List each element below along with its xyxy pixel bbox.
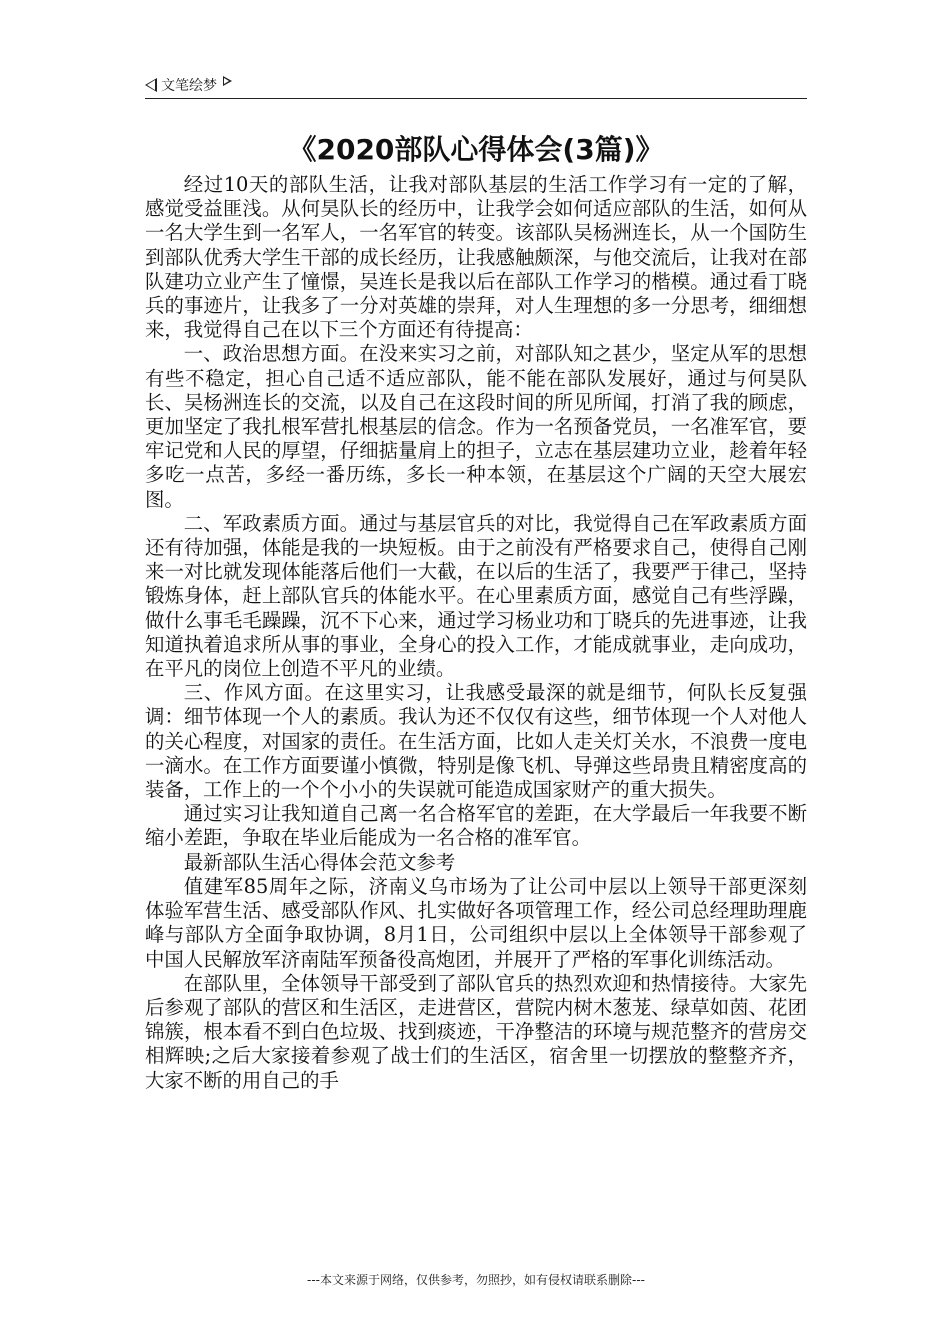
paragraph: 通过实习让我知道自己离一名合格军官的差距，在大学最后一年我要不断缩小差距，争取在毕业后能成为一名合格的准军官。 bbox=[145, 802, 807, 850]
triangle-right-icon bbox=[223, 76, 232, 86]
page-footer: ---本文来源于网络，仅供参考，勿照抄，如有侵权请联系删除--- bbox=[307, 1273, 645, 1287]
document-title: 《2020部队心得体会(3篇)》 bbox=[288, 133, 664, 166]
paragraph: 一、政治思想方面。在没来实习之前，对部队知之甚少，坚定从军的思想有些不稳定，担心自己适不适应部队，能不能在部队发展好，通过与何昊队长、吴杨洲连长的交流，以及自己在这段时间的所见所闻，打消了我的顾虑，更加坚定了我扎根军营扎根基层的信念。作为一名预备党员，一名准军官，要牢记党和人民的厚望，仔细掂量肩上的担子，立志在基层建功立业，趁着年轻多吃一点苦，多经一番历练，多长一种本领，在基层这个广阔的天空大展宏图。 bbox=[145, 342, 807, 511]
document-body bbox=[145, 173, 807, 1093]
paragraph: 二、军政素质方面。通过与基层官兵的对比，我觉得自己在军政素质方面还有待加强，体能是我的一块短板。由于之前没有严格要求自己，使得自己刚来一对比就发现体能落后他们一大截，在以后的生活了，我要严于律己，坚持锻炼身体，赶上部队官兵的体能水平。在心里素质方面，感觉自己有些浮躁，做什么事毛毛躁躁，沉不下心来，通过学习杨业功和丁晓兵的先进事迹，让我知道执着追求所从事的事业，全身心的投入工作，才能成就事业，走向成功，在平凡的岗位上创造不平凡的业绩。 bbox=[145, 511, 807, 681]
section-heading: 最新部队生活心得体会范文参考 bbox=[183, 850, 456, 874]
paragraph: 三、作风方面。在这里实习，让我感受最深的就是细节，何队长反复强调：细节体现一个人的素质。我认为还不仅仅有这些，细节体现一个人对他人的关心程度，对国家的责任。在生活方面，比如人走关灯关水，不浪费一度电一滴水。在工作方面要谨小慎微，特别是像飞机、导弹这些昂贵且精密度高的装备，工作上的一个个小小的失误就可能造成国家财产的重大损失。 bbox=[145, 681, 807, 802]
brand-name: 文笔绘梦 bbox=[161, 78, 217, 94]
paragraph: 经过10天的部队生活，让我对部队基层的生活工作学习有一定的了解，感觉受益匪浅。从何昊队长的经历中，让我学会如何适应部队的生活，如何从一名大学生到一名军人，一名军官的转变。该部队吴杨洲连长，从一个国防生到部队优秀大学生干部的成长经历，让我感触颇深，与他交流后，让我对在部队建功立业产生了憧憬，吴连长是我以后在部队工作学习的楷模。通过看丁晓兵的事迹片，让我多了一分对英雄的崇拜，对人生理想的多一分思考，细细想来，我觉得自己在以下三个方面还有待提高： bbox=[145, 173, 807, 342]
paragraph: 在部队里，全体领导干部受到了部队官兵的热烈欢迎和热情接待。大家先后参观了部队的营区和生活区，走进营区，营院内树木葱茏、绿草如茵、花团锦簇，根本看不到白色垃圾、找到痰迹，干净整洁的环境与规范整齐的营房交相辉映;之后大家接着参观了战士们的生活区，宿舍里一切摆放的整整齐齐，大家不断的用自己的手 bbox=[145, 971, 807, 1092]
triangle-left-icon bbox=[145, 78, 157, 92]
paragraph: 值建军85周年之际，济南义乌市场为了让公司中层以上领导干部更深刻体验军营生活、感受部队作风、扎实做好各项管理工作，经公司总经理助理鹿峰与部队方全面争取协调，8月1日，公司组织中层以上全体领导干部参观了中国人民解放军济南陆军预备役高炮团，并展开了严格的军事化训练活动。 bbox=[145, 874, 807, 971]
page-header bbox=[145, 72, 807, 99]
